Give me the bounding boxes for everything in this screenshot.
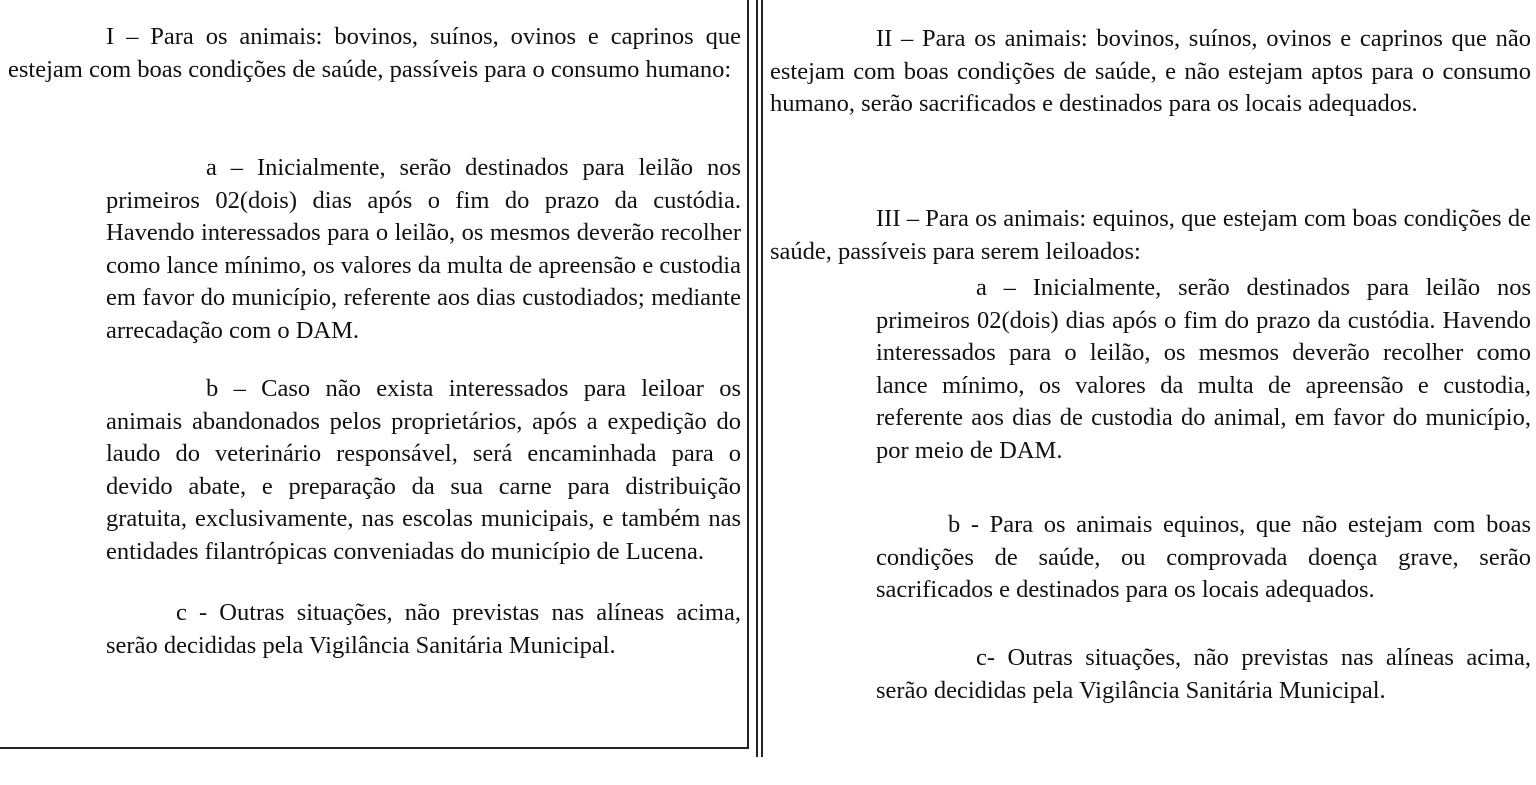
column-divider-line	[756, 0, 758, 757]
paragraph-item-ii: II – Para os animais: bovinos, suínos, ovinos e caprinos que não estejam com boas condições de saúde, e não estejam aptos para o consumo humano, serão sacrificados e destinados para os locais adequados.	[770, 25, 1531, 117]
paragraph-item-a: a – Inicialmente, serão destinados para leilão nos primeiros 02(dois) dias após o fim do prazo da custódia. Havendo interessados para o leilão, os mesmos deverão recolher como lance mínimo, os valores da multa de apreensão e custodia, referente aos dias de custodia do animal, em favor do município, por meio de DAM.	[876, 274, 1531, 464]
paragraph-item-i: I – Para os animais: bovinos, suínos, ovinos e caprinos que estejam com boas condições de saúde, passíveis para o consumo humano:	[8, 23, 741, 83]
paragraph-item-iii: III – Para os animais: equinos, que estejam com boas condições de saúde, passíveis para serem leiloados:	[770, 205, 1531, 265]
paragraph-item-c: c - Outras situações, não previstas nas alíneas acima, serão decididas pela Vigilância Sanitária Municipal.	[106, 599, 741, 659]
column-divider-line	[761, 0, 763, 757]
left-table-cell	[0, 0, 749, 749]
paragraph-item-a: a – Inicialmente, serão destinados para leilão nos primeiros 02(dois) dias após o fim do prazo da custódia. Havendo interessados para o leilão, os mesmos deverão recolher como lance mínimo, os valores da multa de apreensão e custodia em favor do município, referente aos dias custodiados; mediante arrecadação com o DAM.	[106, 154, 741, 344]
paragraph-item-c: c- Outras situações, não previstas nas alíneas acima, serão decididas pela Vigilância Sanitária Municipal.	[876, 644, 1531, 704]
right-table-cell	[765, 0, 1536, 757]
paragraph-item-b: b - Para os animais equinos, que não estejam com boas condições de saúde, ou comprovada doença grave, serão sacrificados e destinados para os locais adequados.	[876, 511, 1531, 603]
paragraph-item-b: b – Caso não exista interessados para leiloar os animais abandonados pelos proprietários, após a expedição do laudo do veterinário responsável, será encaminhada para o devido abate, e preparação da sua carne para distribuição gratuita, exclusivamente, nas escolas municipais, e também nas entidades filantrópicas conveniadas do município de Lucena.	[106, 375, 741, 565]
